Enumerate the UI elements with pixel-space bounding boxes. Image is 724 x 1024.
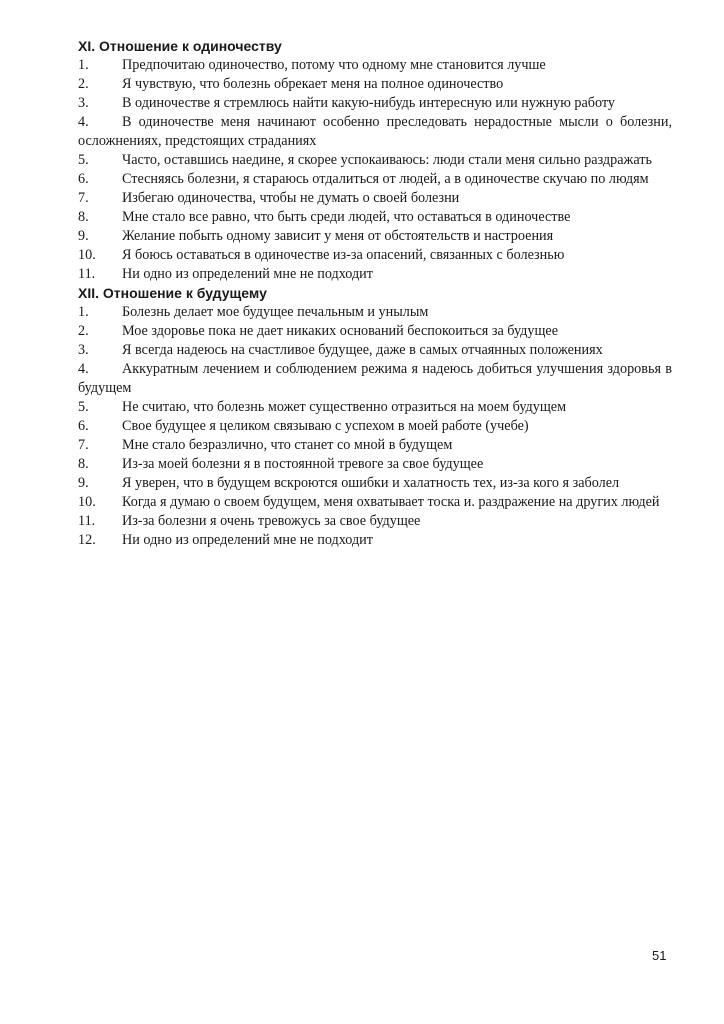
item-text: Стесняясь болезни, я стараюсь отдалиться от людей, а в одиночестве скучаю по людям [122, 171, 649, 187]
item-text: Избегаю одиночества, чтобы не думать о своей болезни [122, 190, 460, 206]
list-item [78, 189, 672, 208]
list-item [78, 512, 672, 531]
list-item [78, 398, 672, 417]
list-item [78, 436, 672, 455]
item-text: Я всегда надеюсь на счастливое будущее, даже в самых отчаянных положениях [122, 342, 603, 358]
item-text: Мне стало все равно, что быть среди людей, что оставаться в одиночестве [122, 209, 571, 225]
list-item [78, 75, 672, 94]
list-item [78, 151, 672, 170]
item-number: 1. [78, 304, 89, 320]
list-item [78, 303, 672, 322]
item-text: Мне стало безразлично, что станет со мной в будущем [122, 437, 453, 453]
document-body [78, 37, 672, 550]
item-number: 9. [78, 475, 89, 491]
item-number: 5. [78, 399, 89, 415]
item-text: Болезнь делает мое будущее печальным и унылым [122, 304, 429, 320]
item-number: 3. [78, 342, 89, 358]
section-title-xii: XII. Отношение к будущему [78, 285, 267, 301]
item-number: 11. [78, 513, 96, 529]
list-item [78, 265, 672, 284]
item-number: 7. [78, 190, 89, 206]
list-item [78, 531, 672, 550]
list-item [78, 417, 672, 436]
item-text: Предпочитаю одиночество, потому что одному мне становится лучше [122, 57, 546, 73]
item-text: Из-за моей болезни я в постоянной тревоге за свое будущее [122, 456, 484, 472]
item-text: Я уверен, что в будущем вскроются ошибки и халатность тех, из-за кого я заболел [122, 475, 620, 491]
list-item [78, 493, 672, 512]
item-number: 4. [78, 114, 89, 130]
item-text: Свое будущее я целиком связываю с успехом в моей работе (учебе) [122, 418, 529, 434]
item-number: 9. [78, 228, 89, 244]
item-text: Из-за болезни я очень тревожусь за свое будущее [122, 513, 421, 529]
item-number: 3. [78, 95, 89, 111]
item-text: Часто, оставшись наедине, я скорее успокаиваюсь: люди стали меня сильно раздражать [122, 152, 652, 168]
list-item [78, 56, 672, 75]
item-text: Когда я думаю о своем будущем, меня охватывает тоска и. раздражение на других людей [122, 494, 660, 510]
list-item [78, 455, 672, 474]
list-item [78, 227, 672, 246]
list-item [78, 360, 672, 398]
item-number: 8. [78, 456, 89, 472]
item-number: 11. [78, 266, 96, 282]
item-number: 2. [78, 323, 89, 339]
list-item [78, 341, 672, 360]
list-item [78, 474, 672, 493]
item-text: Я боюсь оставаться в одиночестве из-за опасений, связанных с болезнью [122, 247, 565, 263]
item-number: 6. [78, 171, 89, 187]
item-text: Ни одно из определений мне не подходит [122, 266, 373, 282]
item-number: 1. [78, 57, 89, 73]
item-text: В одиночестве меня начинают особенно преследовать нерадостные мысли о болезни, осложнениях, предстоящих страданиях [78, 114, 672, 149]
list-item [78, 246, 672, 265]
item-number: 10. [78, 247, 96, 263]
item-text: Желание побыть одному зависит у меня от обстоятельств и настроения [122, 228, 554, 244]
list-item [78, 94, 672, 113]
page-number: 51 [652, 948, 667, 963]
list-item [78, 170, 672, 189]
item-number: 7. [78, 437, 89, 453]
item-number: 12. [78, 532, 96, 548]
item-number: 5. [78, 152, 89, 168]
item-text: Мое здоровье пока не дает никаких оснований беспокоиться за будущее [122, 323, 559, 339]
section-title-xi: XI. Отношение к одиночеству [78, 38, 282, 54]
item-text: В одиночестве я стремлюсь найти какую-нибудь интересную или нужную работу [122, 95, 615, 111]
list-item [78, 322, 672, 341]
item-text: Я чувствую, что болезнь обрекает меня на полное одиночество [122, 76, 504, 92]
list-item [78, 113, 672, 151]
item-text: Ни одно из определений мне не подходит [122, 532, 373, 548]
item-number: 10. [78, 494, 96, 510]
item-number: 6. [78, 418, 89, 434]
item-text: Аккуратным лечением и соблюдением режима я надеюсь добиться улучшения здоровья в будущем [78, 361, 672, 396]
item-number: 8. [78, 209, 89, 225]
item-number: 4. [78, 361, 89, 377]
item-number: 2. [78, 76, 89, 92]
list-item [78, 208, 672, 227]
item-text: Не считаю, что болезнь может существенно отразиться на моем будущем [122, 399, 567, 415]
